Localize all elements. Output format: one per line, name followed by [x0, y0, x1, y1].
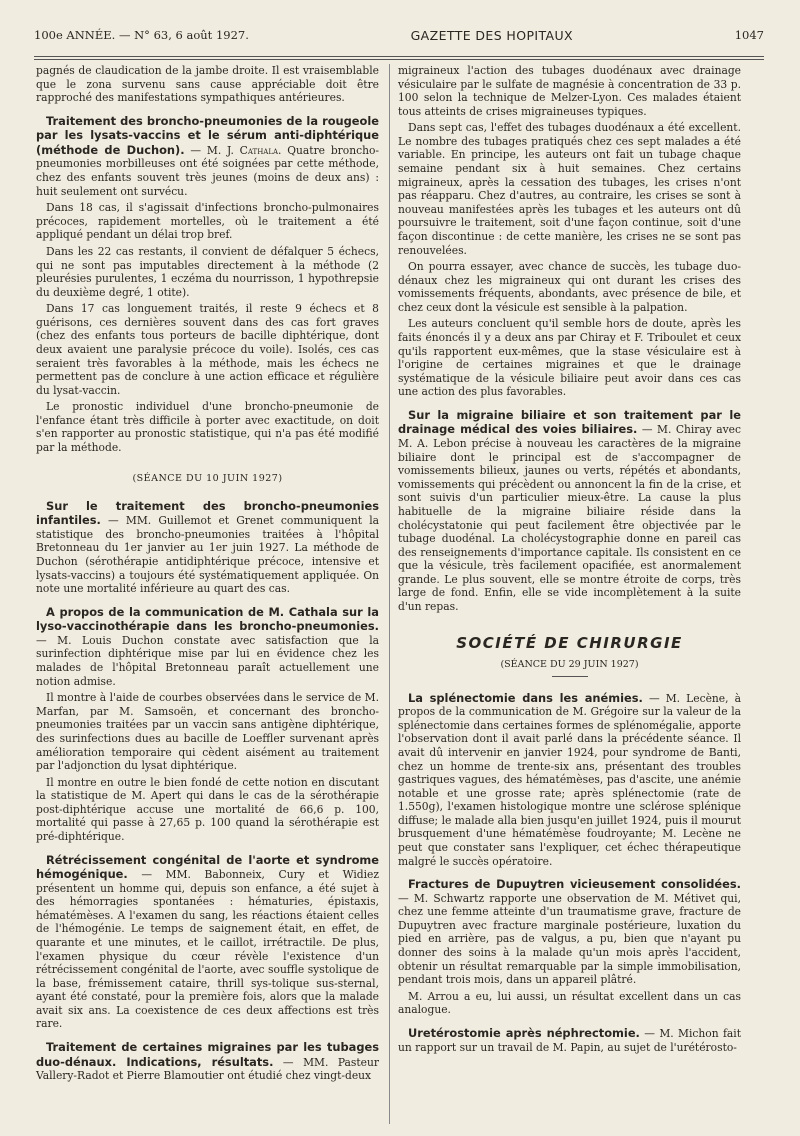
- article-heading: A propos de la communication de M. Cathala sur la lyso-vaccinothérapie dans les broncho-pneumonies.: [36, 604, 379, 634]
- article-heading: Traitement des broncho-pneumonies de la rougeole par les lysats-vaccins et le sérum anti-diphtérique (méthode de Duchon).: [36, 113, 379, 157]
- seance-date: (SÉANCE DU 10 JUIN 1927): [132, 472, 283, 484]
- paragraph: migraineux l'action des tubages duodénaux avec drainage vésiculaire par le sulfate de magnésie à concentration de 33 p. 100 selon la technique de Melzer-Lyon. Ces malades étaient tous atteints de crises migraineuses typiques.: [398, 64, 741, 118]
- article-cathala: Traitement des broncho-pneumonies de la rougeole par les lysats-vaccins et le sérum anti-diphtérique (méthode de Duchon). — M. J. Cathala. Quatre broncho-pneumonies morbilleuses ont été soignées par cette méthode, chez des enfants souvent très jeunes (moins de deux ans) : huit seulement ont survécu.: [36, 113, 379, 198]
- article-chiray: Sur la migraine biliaire et son traitement par le drainage médical des voies biliaires. — M. Chiray avec M. A. Lebon précise à nouveau les caractères de la migraine biliaire dont le principal est de s'accompagner de vomissements bilieux, jaunes ou verts, répétés et abondants, vomissements qui précèdent ou annoncent la fin de la crise, et sont suivis d'un particulier mieux-être. La cause la plus habituelle de la migraine biliaire réside dans la cholécystatonie qui peut facilement être objectivée par le tubage duodénal. La cholécystographie donne en pareil cas des renseignements d'importance capitale. Ils consistent en ce que la vésicule, très facilement opacifiée, est anormalement grande. Le plus souvent, elle se montre étroite de corps, très large de fond. Enfin, elle se vide incomplètement à la suite d'un repas.: [398, 407, 741, 613]
- article-heading: Sur la migraine biliaire et son traitement par le drainage médical des voies biliaires.: [398, 407, 741, 437]
- article-heading: La splénectomie dans les anémies.: [408, 690, 643, 705]
- column-divider: [389, 64, 390, 1124]
- header-rule: [34, 56, 764, 57]
- paragraph: Les auteurs concluent qu'il semble hors de doute, après les faits énoncés il y a deux ans par Chiray et F. Triboulet et ceux qu'ils rapportent eux-mêmes, que la stase vésiculaire est à l'origine de certaines migraines et que le drainage systématique de la vésicule biliaire peut avoir dans ces cas une action des plus favorables.: [398, 317, 741, 399]
- paragraph: Dans 18 cas, il s'agissait d'infections broncho-pulmonaires précoces, rapidement mortelles, où le traitement a été appliqué pendant un délai trop bref.: [36, 201, 379, 242]
- paragraph: Il montre à l'aide de courbes observées dans le service de M. Marfan, par M. Samsoën, et concernant des broncho-pneumonies traitées par un vaccin sans antigène diphtérique, des surinfections dues au bacille de Loeffler survenant après amélioration temporaire qui cèdent aisément au traitement par l'adjonction du lysat diphtérique.: [36, 691, 379, 773]
- paragraph: M. Arrou a eu, lui aussi, un résultat excellent dans un cas analogue.: [398, 989, 741, 1017]
- page-header: [34, 22, 764, 48]
- issue-info: 100e ANNÉE. — N° 63, 6 août 1927.: [34, 28, 249, 42]
- seance-date: (SÉANCE DU 29 JUIN 1927): [500, 658, 639, 670]
- article-ureterostomie: Uretérostomie après néphrectomie. — M. Michon fait un rapport sur un travail de M. Papin, au sujet de l'urétérosto-: [398, 1025, 741, 1054]
- article-dupuytren: Fractures de Dupuytren vicieusement consolidées. — M. Schwartz rapporte une observation de M. Métivet qui, chez une femme atteinte d'un traumatisme grave, fracture de Dupuytren avec fracture marginale postérieure, luxation du pied en arrière, pas de valgus, a pu, bien que n'ayant pu donner des soins à la malade qu'un mois après l'accident, obtenir un résultat remarquable par la simple immobilisation, pendant trois mois, dans un appareil plâtré.: [398, 877, 741, 987]
- article-heading: Fractures de Dupuytren vicieusement consolidées.: [408, 877, 741, 892]
- paragraph: Il montre en outre le bien fondé de cette notion en discutant la statistique de M. Apert qui dans le cas de la sérothérapie post-diphtérique accuse une mortalité de 66,6 p. 100, mortalité qui passe à 27,65 p. 100 quand la sérothérapie est pré-diphtérique.: [36, 775, 379, 843]
- society-title: SOCIÉTÉ DE CHIRURGIE: [456, 633, 683, 652]
- right-column: [398, 64, 741, 1057]
- article-heading: Traitement de certaines migraines par les tubages duo-dénaux. Indications, résultats.: [36, 1040, 379, 1069]
- article-duchon: A propos de la communication de M. Cathala sur la lyso-vaccinothérapie dans les broncho-pneumonies. — M. Louis Duchon constate avec satisfaction que la surinfection diphtérique mise par lui en évidence chez les malades de l'hôpital Bretonneau paraît actuellement une notion admise.: [36, 604, 379, 688]
- article-heading: Uretérostomie après néphrectomie.: [408, 1025, 640, 1040]
- author: M. J. Cathala.: [206, 143, 282, 157]
- paragraph: On pourra essayer, avec chance de succès, les tubage duo-dénaux chez les migraineux qui ont durant les crises des vomissements fréquents, abondants, avec présence de bile, et chez ceux dont la vésicule est sensible à la palpation.: [398, 260, 741, 314]
- paragraph: Le pronostic individuel d'une broncho-pneumonie de l'enfance étant très difficile à porter avec exactitude, on doit s'en rapporter au pronostic statistique, qui n'a pas été modifié par la méthode.: [36, 400, 379, 455]
- left-column: [36, 64, 379, 1086]
- paragraph: pagnés de claudication de la jambe droite. Il est vraisemblable que le zona survenu sans cause appréciable doit être rapproché des manifestations sympathiques antérieures.: [36, 64, 379, 105]
- journal-title: GAZETTE DES HOPITAUX: [410, 27, 574, 43]
- article-guillemot: Sur le traitement des broncho-pneumonies infantiles. — MM. Guillemot et Grenet communiquent la statistique des broncho-pneumonies traitées à l'hôpital Bretonneau du 1er janvier au 1er juin 1927. La méthode de Duchon (sérothérapie antidiphtérique précoce, intensive et lysats-vaccins) a toujours été systématiquement appliquée. On note une mortalité inférieure au quart des cas.: [36, 498, 379, 596]
- paragraph: Dans les 22 cas restants, il convient de défalquer 5 échecs, qui ne sont pas imputables directement à la méthode (2 pleurésies purulentes, 1 eczéma du nourrisson, 1 hypothrepsie du deuxième degré, 1 otite).: [36, 244, 379, 299]
- page-number: 1047: [734, 28, 764, 42]
- article-heading: Rétrécissement congénital de l'aorte et syndrome hémogénique.: [36, 852, 379, 882]
- article-aorte: Rétrécissement congénital de l'aorte et syndrome hémogénique. — MM. Babonneix, Cury et Widiez présentent un homme qui, depuis son enfance, a été sujet à des hémorragies spontanées : hématuries, épistaxis, hématémèses. A l'examen du sang, les réactions étaient celles de l'hémogénie. Le temps de saignement était, en effet, de quarante et une minutes, et le caillot, irrétractile. De plus, l'examen physique du cœur révèle l'existence d'un rétrécissement congénital de l'aorte, avec souffle systolique de la base, frémissement cataire, thrill sys-tolique sus-sternal, ayant été constaté, pour la première fois, alors que la malade avait six ans. La coexistence de ces deux affections est très rare.: [36, 852, 379, 1031]
- paragraph: Dans 17 cas longuement traités, il reste 9 échecs et 8 guérisons, ces dernières souvent dans des cas fort graves (chez des enfants tous porteurs de bacille diphtérique, dont deux avaient une paralysie précoce du voile). Isolés, ces cas seraient très favorables à la méthode, mais les échecs ne permettent pas de conclure à une action efficace et régulière du lysat-vaccin.: [36, 302, 379, 397]
- article-splenectomie: La splénectomie dans les anémies. — M. Lecène, à propos de la communication de M. Grégoire sur la valeur de la splénectomie dans certaines formes de splénomégalie, apporte l'observation dont il avait parlé dans la précédente séance. Il avait dû intervenir en janvier 1924, pour syndrome de Banti, chez un homme de trente-six ans, présentant des troubles gastriques vagues, des hématémèses, pas d'ascite, une anémie notable et une grosse rate; après splénectomie (rate de 1.550g), l'examen histologique montre une sclérose splénique diffuse; le malade alla bien jusqu'en juillet 1924, puis il mourut brusquement d'une hématémèse foudroyante; M. Lecène ne peut que constater sans l'expliquer, cet échec thérapeutique malgré le succès opératoire.: [398, 690, 741, 868]
- section-rule: [552, 676, 588, 677]
- paragraph: Dans sept cas, l'effet des tubages duodénaux a été excellent. Le nombre des tubages pratiqués chez ces sept malades a été variable. En principe, les auteurs ont fait un tubage chaque semaine pendant six à huit semaines. Chez certains migraineux, après la cessation des tubages, les crises n'ont pas réapparu. Chez d'autres, au contraire, les crises se sont à nouveau manifestées après les tubages et les auteurs ont dû poursuivre le traitement, soit d'une façon continue, soit d'une façon discontinue : de cette manière, les crises ne se sont pas renouvelées.: [398, 121, 741, 257]
- header-rule-double: [34, 59, 764, 60]
- article-migraines: Traitement de certaines migraines par les tubages duo-dénaux. Indications, résultats. — MM. Pasteur Vallery-Radot et Pierre Blamoutier ont étudié chez vingt-deux: [36, 1040, 380, 1083]
- article-heading: Sur le traitement des broncho-pneumonies infantiles.: [36, 498, 379, 528]
